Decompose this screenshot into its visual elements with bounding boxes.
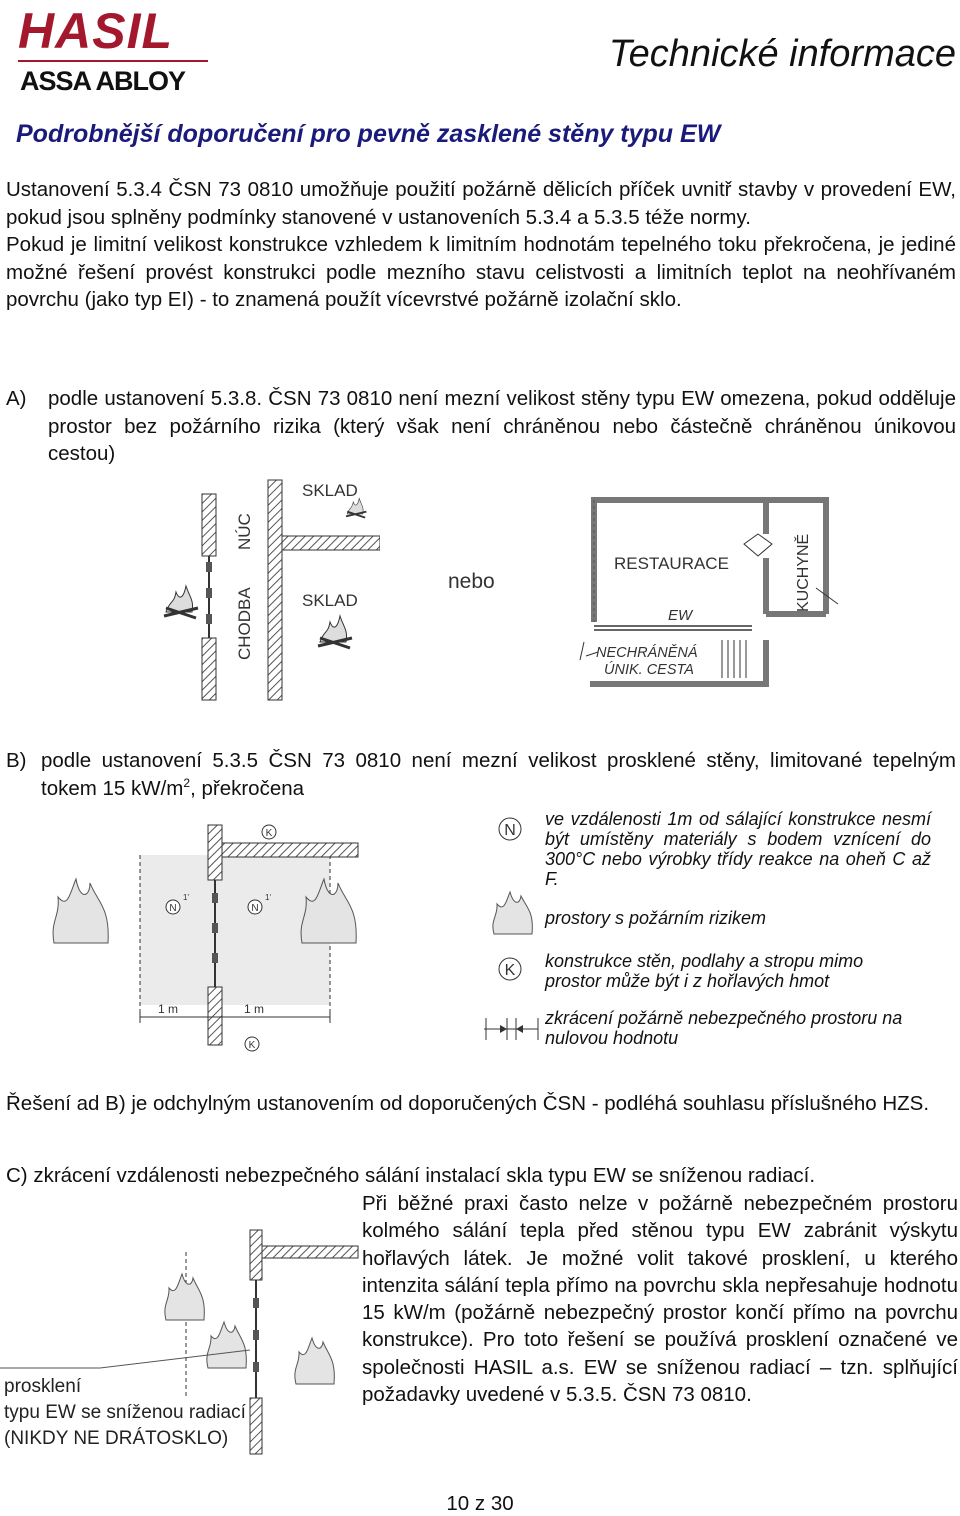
glazing-ew [594,626,752,630]
intro-paragraph-1: Ustanovení 5.3.4 ČSN 73 0810 umožňuje použití požárně dělicích příček uvnitř stavby v provedení EW, pokud jsou splněny podmínky stanovené v ustanoveních 5.3.4 a 5.3.5 téže normy. [6,178,956,229]
legend-fire-text: prostory s požárním rizikem [545,908,767,928]
svg-text:K: K [265,828,273,839]
glazing-caption-line-2: typu EW se sníženou radiací [4,1402,246,1423]
logo-rule [18,60,208,62]
document-title: Technické informace [608,33,956,75]
glazing-ew [253,1280,259,1398]
item-b-text: podle ustanovení 5.3.5 ČSN 73 0810 není mezní velikost prosklené stěny, limitované tepelným tokem 15 $kW/m^2$, překročena [41,749,956,800]
svg-text:K: K [248,1040,256,1051]
item-b [6,747,956,802]
wall-segment [208,825,222,880]
wall-segment [250,1230,262,1280]
glazing-ew [206,556,212,638]
leader-line-start [0,1366,100,1370]
svg-text:N: N [169,903,177,914]
legend-n-text: ve vzdálenosti 1m od sálající konstrukce nesmí být umístěny materiály s bodem vznícení do 300°C nebo výrobky třídy reakce na oheň C až F. [545,809,931,889]
glazing-caption [4,1374,246,1452]
wall-segment [268,480,282,700]
label-sklad-top: SKLAD [302,481,358,500]
fire-icon [346,498,366,517]
wall-segment [202,494,216,556]
hasil-logo: HASIL [18,3,173,59]
legend-k-icon [490,955,530,985]
label-nuc: NÚC [235,513,254,550]
diagram-corridor [150,470,380,710]
legend-n-icon [490,815,530,845]
legend-shorten-text: zkrácení požárně nebezpečného prostoru na nulovou hodnotu [545,1008,903,1048]
diagram-distance [40,815,370,1060]
superscript: 2 [183,775,191,790]
solution-text: Řešení ad B) je odchylným ustanovením od doporučených ČSN - podléhá souhlasu příslušného HZS. [6,1092,930,1115]
intro-text [6,176,956,314]
wall-segment [222,843,358,857]
intro-paragraph-2: Pokud je limitní velikost konstrukce vzhledem k limitním hodnotám tepelného toku překročena, je jediné možné řešení provést konstrukci podle mezního stavu celistvosti a limitních teplot na neohřívaném povrchu (jako typ EI) - to znamená použít vícevrstvé požárně izolační sklo. [6,233,956,311]
legend-shorten-icon [482,1014,542,1044]
wall-segment [208,987,222,1045]
fire-icon [164,586,198,618]
stair-icon [722,640,746,678]
label-nebo: nebo [448,570,495,593]
svg-text:N: N [251,903,259,914]
wall-segment [250,1398,262,1454]
fire-icon [53,879,108,943]
svg-text:K: K [504,962,516,979]
svg-text:1': 1' [183,893,189,902]
item-a [6,385,956,468]
label-kuchyne: KUCHYNĚ [795,533,812,612]
svg-text:1': 1' [265,893,271,902]
fire-icon [165,1274,204,1320]
item-c-text: C) zkrácení vzdálenosti nebezpečného sálání instalací skla typu EW se sníženou radiací. [6,1164,816,1187]
k-marker-icon [262,825,276,839]
legend-fire-icon [490,890,534,938]
label-ew: EW [668,607,693,624]
label-nechranena: NECHRÁNĚNÁ [596,645,698,661]
label-sklad: SKLAD [302,591,358,610]
wall-segment [262,1246,358,1258]
assa-abloy-logo: ASSA ABLOY [20,66,186,96]
wall-segment [282,536,380,550]
k-marker-icon [245,1037,259,1051]
item-a-marker: A) [6,387,27,410]
page-number: 10 z 30 [446,1492,514,1515]
dimension-right: 1 m [244,1002,265,1016]
item-b-marker: B) [6,749,27,772]
svg-text:N: N [504,822,516,839]
dimension-left: 1 m [158,1002,179,1016]
glazing-caption-line-1: prosklení [4,1376,82,1397]
label-restaurace: RESTAURACE [614,554,729,573]
legend-k-text: konstrukce stěn, podlahy a stropu mimo prostor může být i z hořlavých hmot [545,951,864,991]
fire-icon [295,1338,334,1384]
fire-icon [318,616,352,648]
label-unik-cesta: ÚNIK. CESTA [604,662,694,678]
wall-segment [202,638,216,700]
diagram-restaurant [576,492,844,692]
fire-icon [207,1322,246,1368]
side-explanation: Při běžné praxi často nelze v požárně nebezpečném prostoru kolmého sálání tepla před stěnou typu EW zabránit výskytu hořlavých látek. Je možné volit takové prosklení, u kterého intenzita sálání tepla přímo na povrchu skla nepřesahuje hodnotu 15 kW/m (požárně nebezpečný prostor končí přímo na povrchu konstrukce). Pro toto řešení se používá prosklení označené ve společnosti HASIL a.s. EW se sníženou radiací – tzn. splňující požadavky uvedené v 5.3.5. ČSN 73 0810. [362,1192,958,1407]
label-chodba: CHODBA [235,587,254,660]
glazing-caption-line-3: (NIKDY NE DRÁTOSKLO) [4,1428,229,1449]
item-a-text: podle ustanovení 5.3.8. ČSN 73 0810 není mezní velikost stěny typu EW omezena, pokud odděluje prostor bez požárního rizika (který však není chráněnou nebo částečně chráněnou únikovou cestou) [48,387,956,465]
section-title: Podrobnější doporučení pro pevně zasklené stěny typu EW [16,120,721,148]
